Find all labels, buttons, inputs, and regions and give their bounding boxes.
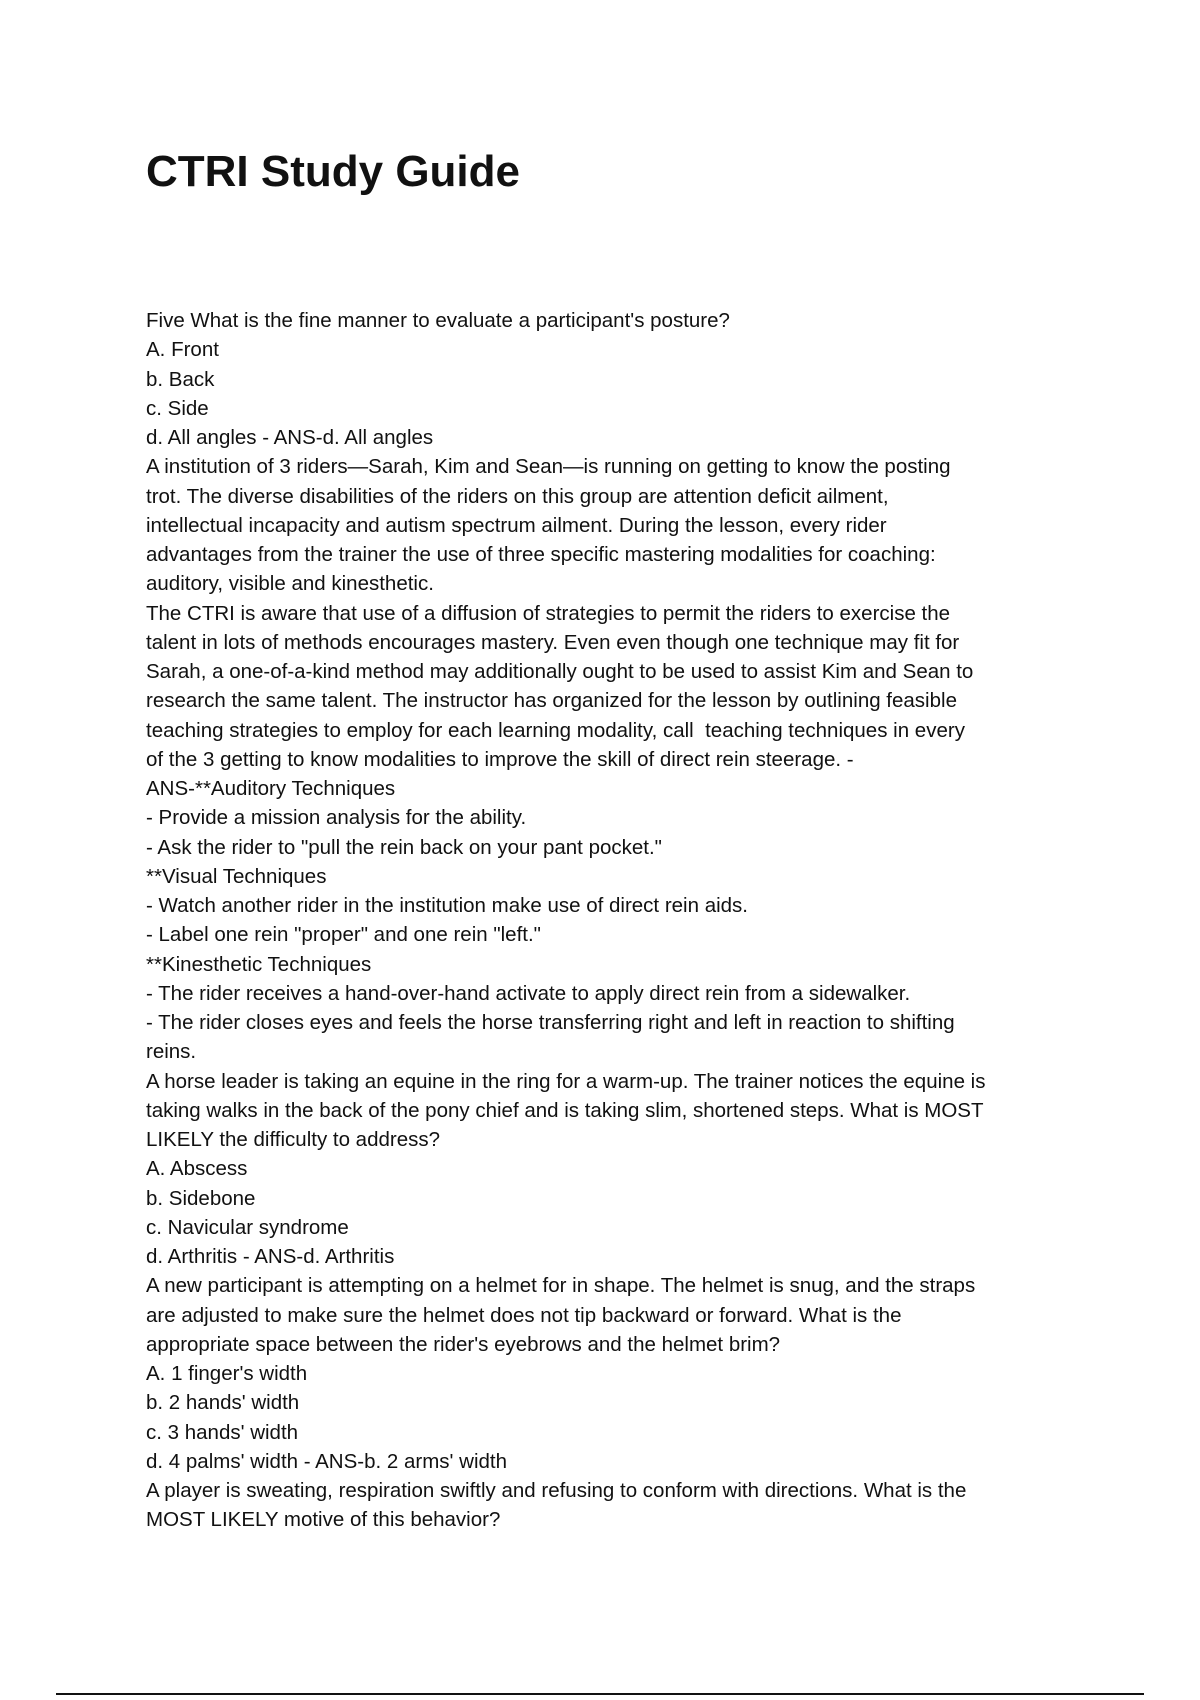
text-line: auditory, visible and kinesthetic. [146, 572, 434, 596]
text-line: A. Abscess [146, 1157, 248, 1181]
footer-divider [56, 1693, 1144, 1695]
text-line: d. 4 palms' width - ANS-b. 2 arms' width [146, 1449, 508, 1473]
text-line: taking walks in the back of the pony chief and is taking slim, shortened steps. What is MOST [146, 1098, 984, 1122]
text-line: - Label one rein "proper" and one rein "left." [146, 923, 541, 947]
text-line: research the same talent. The instructor has organized for the lesson by outlining feasible [146, 689, 957, 713]
text-line: - Watch another rider in the institution make use of direct rein aids. [146, 894, 748, 917]
text-line: Five What is the fine manner to evaluate a participant's posture? [146, 309, 730, 332]
page-title: CTRI Study Guide [146, 147, 520, 196]
text-line: d. All angles - ANS-d. All angles [146, 426, 434, 449]
text-line: talent in lots of methods encourages mastery. Even even though one technique may fit for [146, 630, 960, 654]
text-line: A. Front [146, 338, 219, 362]
text-line: d. Arthritis - ANS-d. Arthritis [146, 1245, 395, 1268]
text-line: A player is sweating, respiration swiftly and refusing to conform with directions. What is the [146, 1479, 967, 1502]
text-line: reins. [146, 1040, 197, 1064]
text-line: c. 3 hands' width [146, 1420, 299, 1444]
text-line: b. 2 hands' width [146, 1391, 300, 1415]
document-body [146, 306, 1066, 1535]
text-line: **Visual Techniques [146, 864, 327, 888]
text-line: c. Side [146, 396, 209, 420]
text-line: ANS-**Auditory Techniques [146, 777, 396, 800]
text-line: of the 3 getting to know modalities to improve the skill of direct rein steerage. - [146, 747, 854, 771]
text-line: - The rider closes eyes and feels the horse transferring right and left in reaction to shifting [146, 1011, 955, 1034]
text-line: b. Sidebone [146, 1186, 256, 1210]
text-line: A new participant is attempting on a helmet for in shape. The helmet is snug, and the straps [146, 1274, 976, 1298]
text-line: LIKELY the difficulty to address? [146, 1128, 441, 1151]
text-line: A horse leader is taking an equine in the ring for a warm-up. The trainer notices the equine is [146, 1069, 986, 1093]
text-line: - Provide a mission analysis for the ability. [146, 806, 527, 830]
text-line: trot. The diverse disabilities of the riders on this group are attention deficit ailment, [146, 484, 889, 508]
text-line: Sarah, a one-of-a-kind method may additionally ought to be used to assist Kim and Sean to [146, 660, 974, 683]
text-line: advantages from the trainer the use of three specific mastering modalities for coaching: [146, 543, 936, 566]
text-line: b. Back [146, 367, 215, 391]
text-line: The CTRI is aware that use of a diffusion of strategies to permit the riders to exercise the [146, 601, 951, 625]
text-line: c. Navicular syndrome [146, 1215, 349, 1239]
text-line: teaching strategies to employ for each learning modality, call teaching techniques in every [146, 718, 965, 742]
text-line: - Ask the rider to "pull the rein back on your pant pocket." [146, 835, 662, 859]
text-line: appropriate space between the rider's eyebrows and the helmet brim? [146, 1332, 781, 1356]
text-line: MOST LIKELY motive of this behavior? [146, 1508, 501, 1532]
text-line: - The rider receives a hand-over-hand activate to apply direct rein from a sidewalker. [146, 981, 911, 1005]
text-line: A. 1 finger's width [146, 1362, 308, 1385]
text-line: A institution of 3 riders—Sarah, Kim and Sean—is running on getting to know the posting [146, 455, 951, 479]
text-line: are adjusted to make sure the helmet does not tip backward or forward. What is the [146, 1303, 902, 1327]
text-line: intellectual incapacity and autism spectrum ailment. During the lesson, every rider [146, 513, 887, 537]
text-line: **Kinesthetic Techniques [146, 952, 372, 976]
